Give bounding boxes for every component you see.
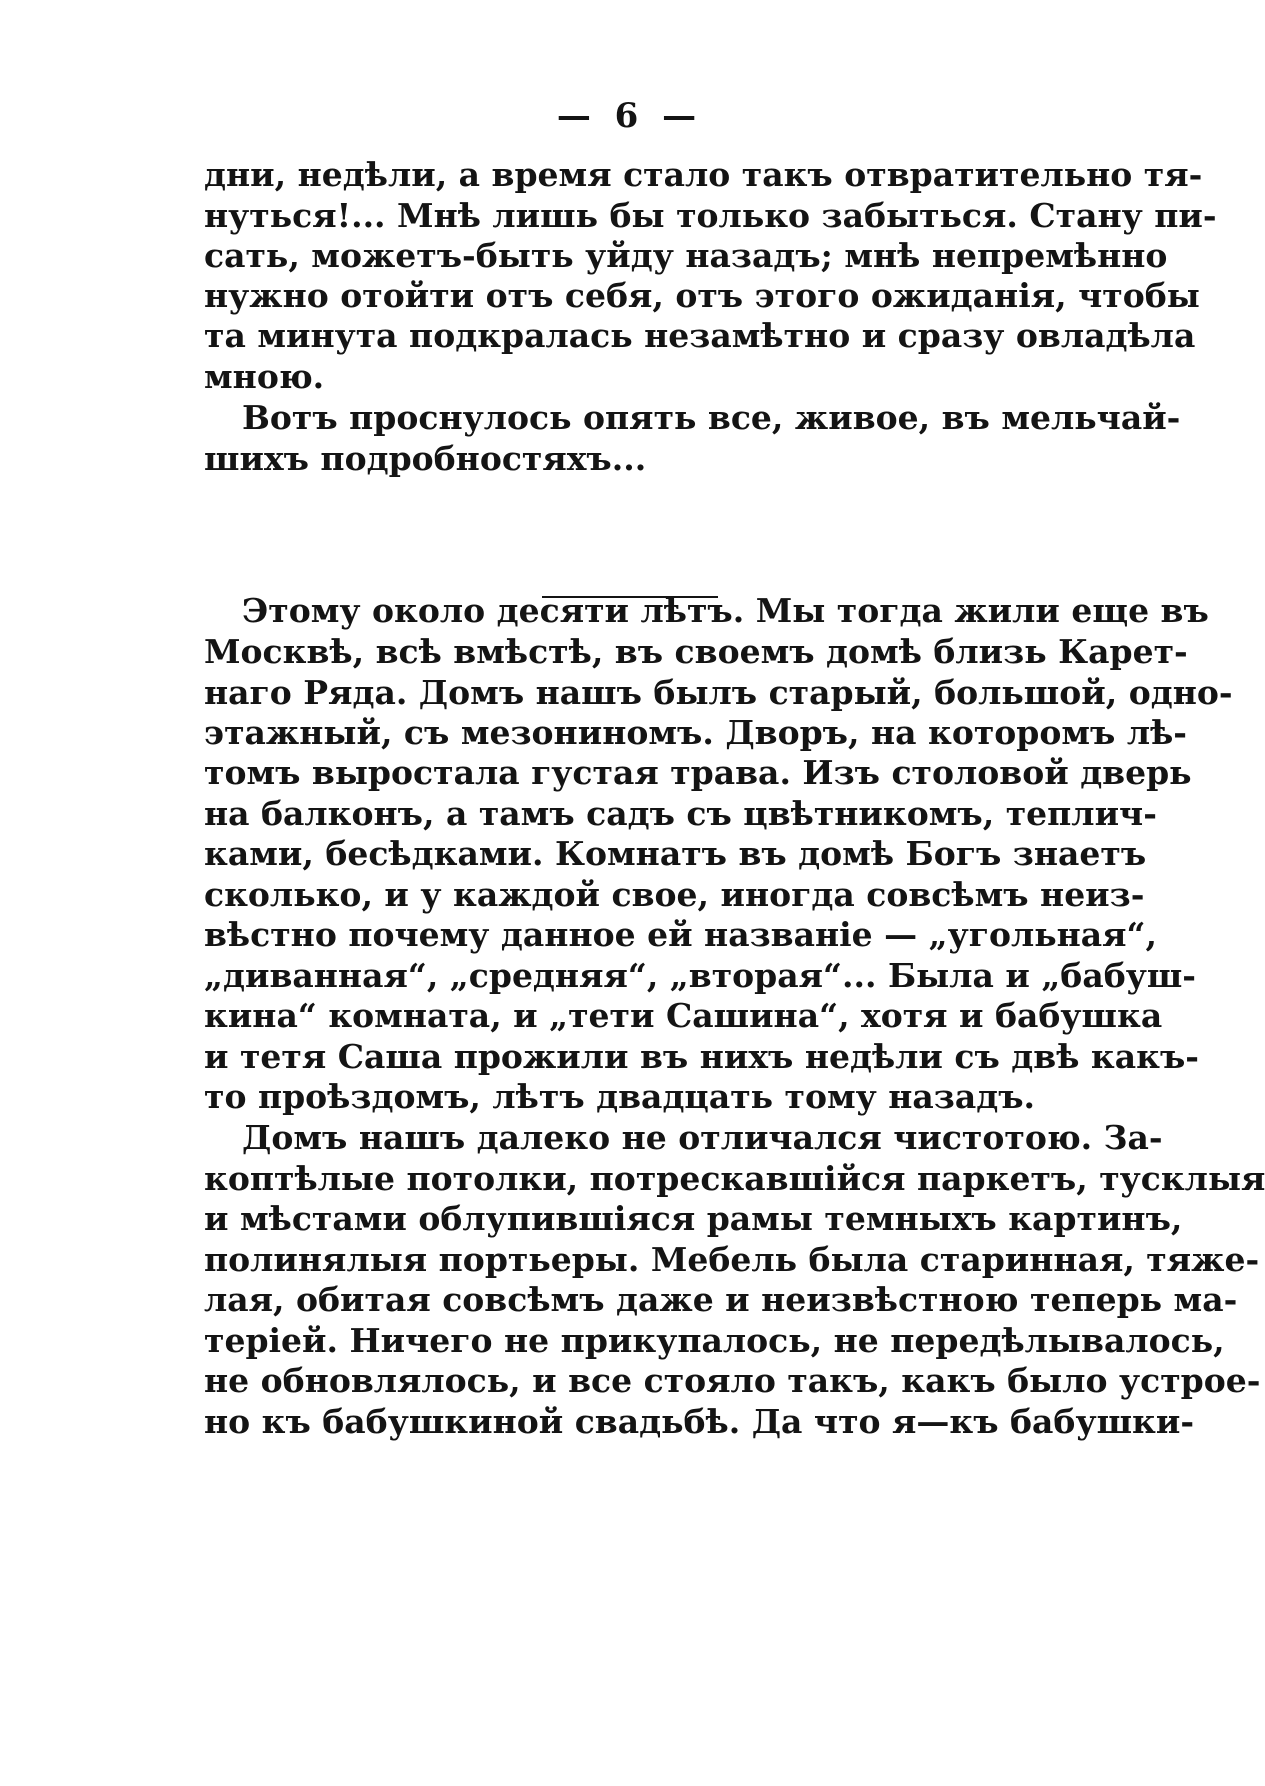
text-line: шихъ подробностяхъ... [204,439,647,478]
text-line: но къ бабушкиной свадьбѣ. Да что я—къ бабушки- [204,1402,1195,1441]
text-line: полинялыя портьеры. Мебель была старинная, тяже- [204,1240,1260,1279]
text-line: Домъ нашъ далеко не отличался чистотою. За- [242,1118,1163,1157]
text-line: Этому около десяти лѣтъ. Мы тогда жили еще въ [242,591,1209,630]
text-line: дни, недѣли, а время стало такъ отвратительно тя- [204,155,1203,194]
text-line: на балконъ, а тамъ садъ съ цвѣтникомъ, теплич- [204,794,1157,833]
text-line: ками, бесѣдками. Комнатъ въ домѣ Богъ знаетъ [204,834,1147,873]
text-line: нужно отойти отъ себя, отъ этого ожиданія, чтобы [204,276,1200,315]
text-line: Москвѣ, всѣ вмѣстѣ, въ своемъ домѣ близь Карет- [204,632,1188,671]
text-line: мною. [204,357,325,396]
text-line: кина“ комната, и „тети Сашина“, хотя и бабушка [204,996,1163,1035]
text-line: теріей. Ничего не прикупалось, не передѣлывалось, [204,1321,1225,1360]
text-line: то проѣздомъ, лѣтъ двадцать тому назадъ. [204,1077,1036,1116]
text-line: „диванная“, „средняя“, „вторая“... Была и „бабуш- [204,956,1196,995]
text-line: и мѣстами облупившіяся рамы темныхъ картинъ, [204,1199,1183,1238]
text-line: не обновлялось, и все стояло такъ, какъ было устрое- [204,1361,1261,1400]
text-line: и тетя Саша прожили въ нихъ недѣли съ двѣ какъ- [204,1037,1199,1076]
text-line: сколько, и у каждой свое, иногда совсѣмъ неиз- [204,875,1145,914]
text-line: та минута подкралась незамѣтно и сразу овладѣла [204,316,1196,355]
text-line: наго Ряда. Домъ нашъ былъ старый, большой, одно- [204,673,1233,712]
text-line: томъ выростала густая трава. Изъ столовой дверь [204,753,1192,792]
page-number: — 6 — [556,96,703,136]
text-line: лая, обитая совсѣмъ даже и неизвѣстною теперь ма- [204,1280,1238,1319]
text-line: Вотъ проснулось опять все, живое, въ мельчай- [242,398,1181,437]
text-line: коптѣлые потолки, потрескавшійся паркетъ, тусклыя [204,1159,1265,1198]
text-line: нуться!... Мнѣ лишь бы только забыться. Стану пи- [204,196,1217,235]
text-line: этажный, съ мезониномъ. Дворъ, на которомъ лѣ- [204,713,1188,752]
text-line: вѣстно почему данное ей названіе — „угольная“, [204,915,1158,954]
text-line: сать, можетъ-быть уйду назадъ; мнѣ непремѣнно [204,236,1168,275]
